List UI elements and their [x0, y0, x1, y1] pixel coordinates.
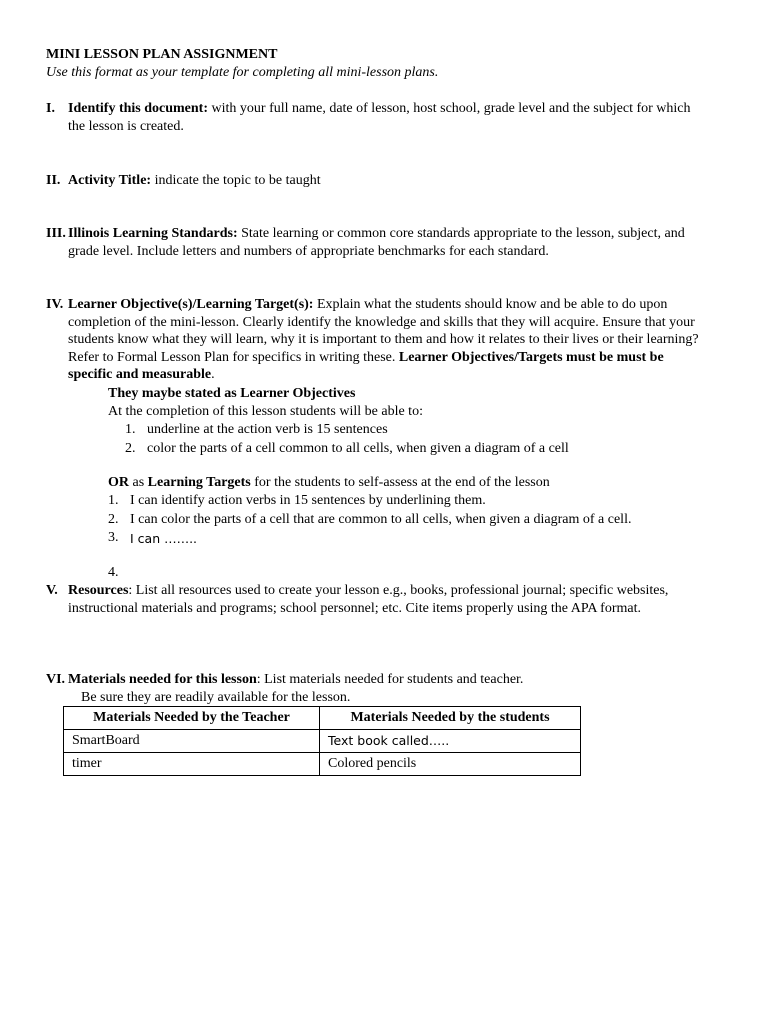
section-activity-title	[46, 172, 706, 190]
section-label: Learner Objective(s)/Learning Target(s):	[68, 297, 314, 312]
table-header-row	[64, 707, 581, 730]
section-body	[68, 296, 706, 384]
table-cell: SmartBoard	[64, 730, 320, 753]
target-item: I can identify action verbs in 15 sentences by underlining them.	[130, 493, 486, 508]
target-item: I can ……..	[130, 531, 198, 546]
target-number: 1.	[108, 493, 119, 508]
objective-number: 1.	[125, 422, 136, 437]
section-label: Activity Title:	[68, 173, 152, 188]
table-cell: timer	[64, 753, 320, 776]
section-text: with your full name, date of lesson, host school, grade level and the subject for which the lesson is created.	[68, 101, 691, 134]
section-text: indicate the topic to be taught	[151, 173, 321, 188]
section-text: : List materials needed for students and teacher.	[256, 672, 524, 687]
section-period: .	[211, 367, 215, 382]
section-label: Resources	[68, 583, 129, 598]
section-number: III.	[46, 226, 66, 241]
section-label: Materials needed for this lesson	[68, 672, 257, 687]
section-body	[68, 582, 706, 617]
targets-intro-line	[108, 474, 550, 492]
section-text: State learning or common core standards appropriate to the lesson, subject, and grade level. Include letters and numbers of appropriate benchmarks for each standard.	[68, 226, 685, 259]
section-bold-tail: Learner Objectives/Targets must be must be specific and measurable	[68, 349, 664, 382]
table-header-cell: Materials Needed by the students	[320, 707, 581, 730]
table-cell: Text book called…..	[320, 730, 581, 753]
section-body	[68, 671, 706, 689]
or-as: as	[129, 475, 148, 490]
section-text: : List all resources used to create your lesson e.g., books, professional journal; specific websites, instructional materials and programs; school personnel; etc. Cite items properly using the APA format.	[68, 583, 669, 616]
target-number: 3.	[108, 530, 119, 545]
section-number: VI.	[46, 672, 66, 687]
section-number: V.	[46, 583, 58, 598]
target-number: 4.	[108, 565, 119, 580]
objectives-intro: At the completion of this lesson students will be able to:	[108, 404, 423, 419]
section-number: II.	[46, 173, 61, 188]
objective-item: underline at the action verb is 15 sentences	[147, 422, 388, 437]
materials-table	[63, 706, 581, 776]
target-number: 2.	[108, 512, 119, 527]
materials-note: Be sure they are readily available for the lesson.	[81, 690, 351, 705]
section-standards	[46, 225, 706, 260]
section-number: I.	[46, 101, 55, 116]
section-label: Identify this document:	[68, 101, 209, 116]
section-resources	[46, 582, 706, 617]
objectives-heading: They maybe stated as Learner Objectives	[108, 386, 356, 401]
section-number: IV.	[46, 297, 64, 312]
section-body	[68, 225, 706, 260]
document-title: MINI LESSON PLAN ASSIGNMENT	[46, 47, 278, 62]
target-item: I can color the parts of a cell that are common to all cells, when given a diagram of a cell.	[130, 512, 632, 527]
objective-item: color the parts of a cell common to all cells, when given a diagram of a cell	[147, 441, 569, 456]
section-body	[68, 172, 706, 190]
objective-number: 2.	[125, 441, 136, 456]
section-label: Illinois Learning Standards:	[68, 226, 238, 241]
section-materials	[46, 671, 706, 689]
table-header-cell: Materials Needed by the Teacher	[64, 707, 320, 730]
section-identify	[46, 100, 706, 135]
targets-intro: for the students to self-assess at the end of the lesson	[250, 475, 550, 490]
targets-label: Learning Targets	[147, 475, 251, 490]
section-objectives	[46, 296, 706, 384]
table-row	[64, 753, 581, 776]
section-text: Explain what the students should know and be able to do upon completion of the mini-lesson. Clearly identify the knowledge and skills that they will acquire. Ensure that your students know what they will learn, why it is important to them and how it relates to their lives or their learning? Refer to Formal Lesson Plan for specifics in writing these.	[68, 297, 699, 365]
document-subtitle: Use this format as your template for completing all mini-lesson plans.	[46, 65, 439, 80]
table-row	[64, 730, 581, 753]
table-cell: Colored pencils	[320, 753, 581, 776]
section-body	[68, 100, 706, 135]
or-label: OR	[108, 475, 129, 490]
